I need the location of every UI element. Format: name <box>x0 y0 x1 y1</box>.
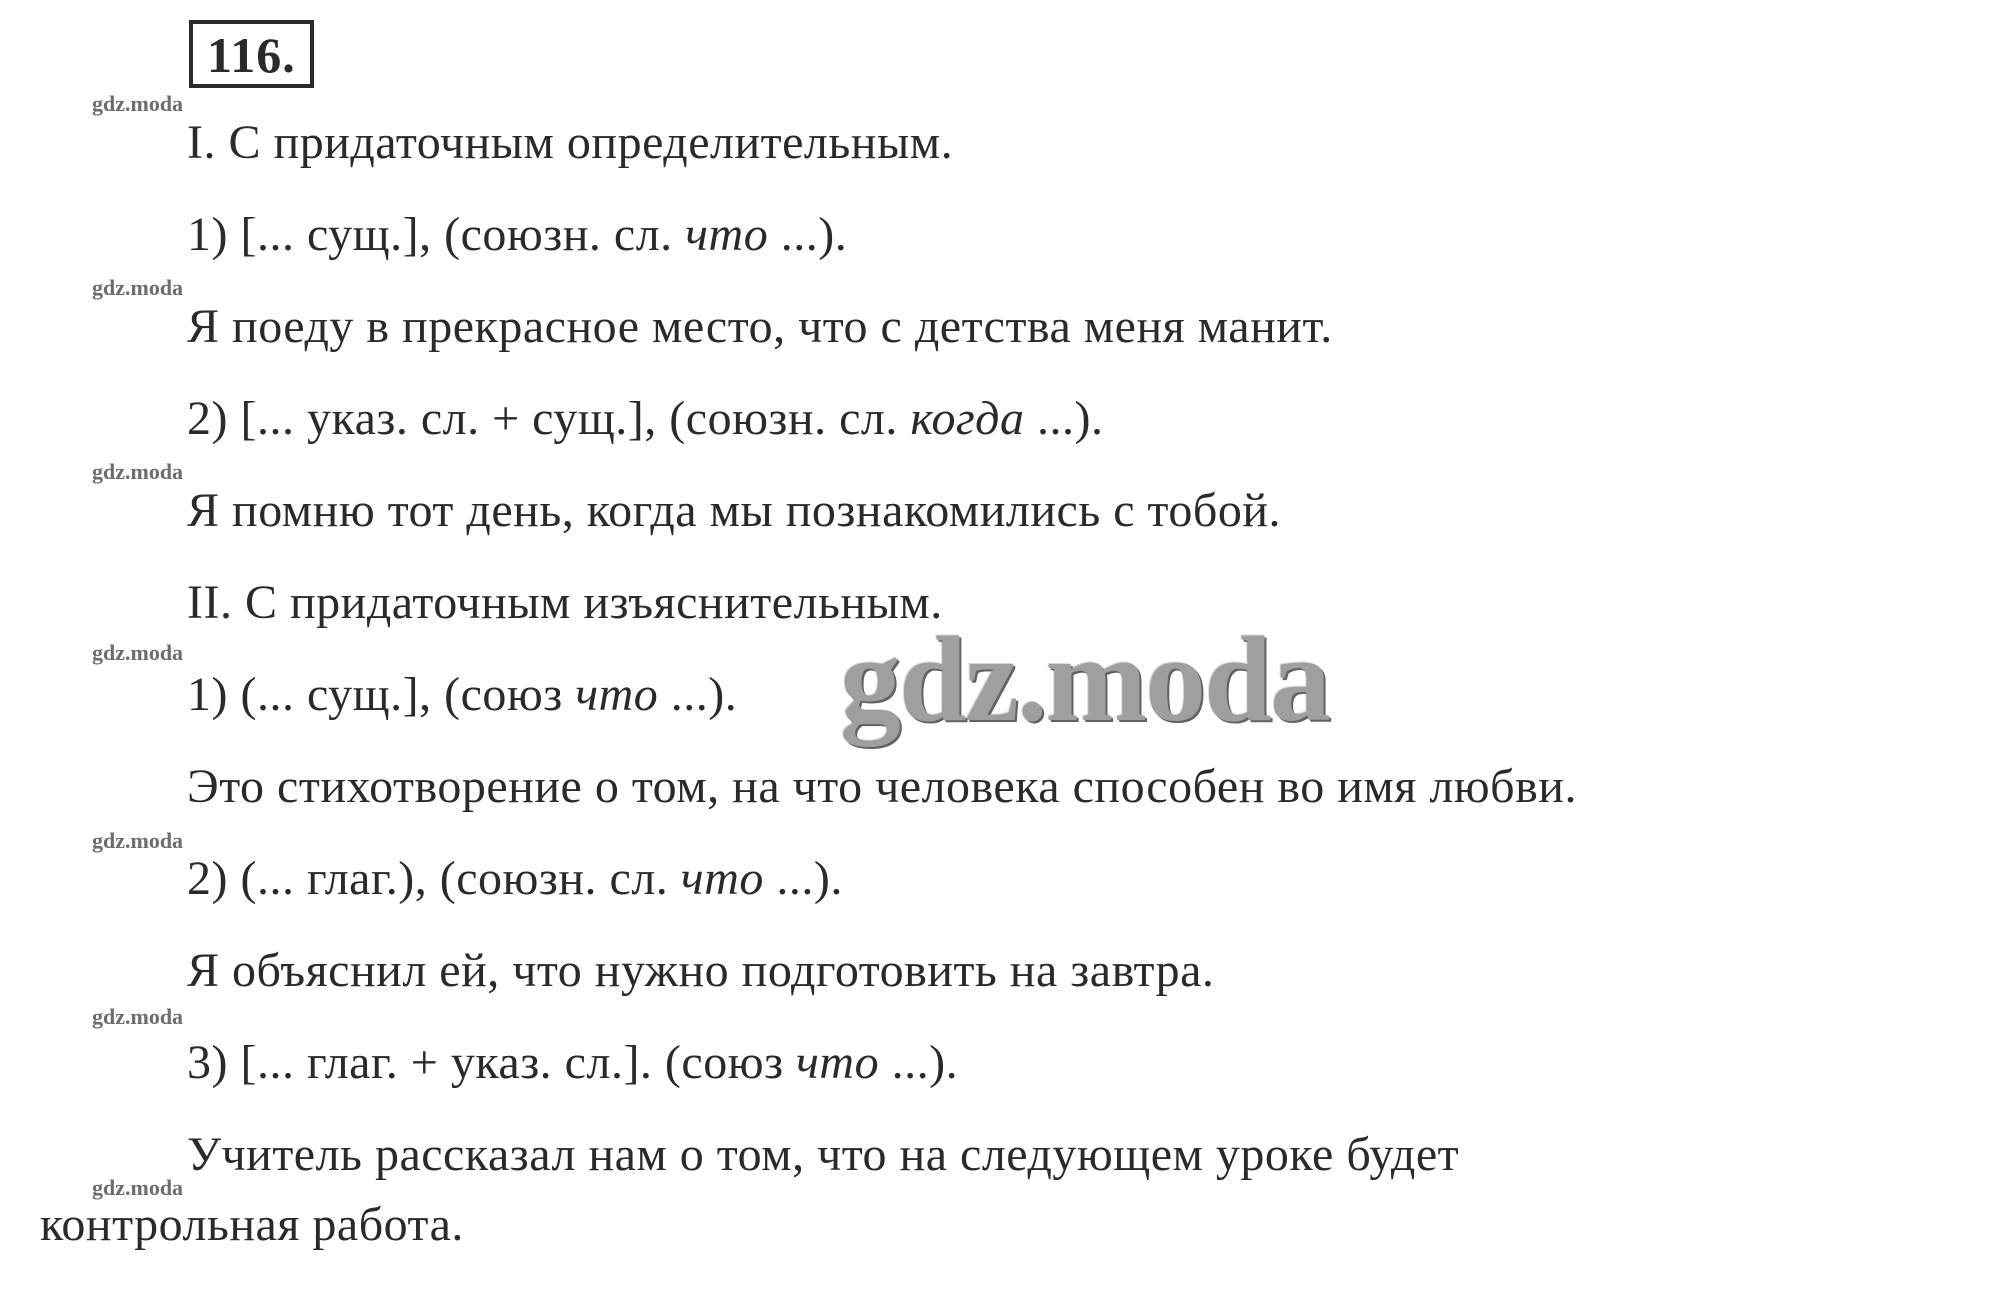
text-segment: ...). <box>768 208 848 261</box>
example-sentence <box>187 1127 1459 1183</box>
text-segment: контрольная работа. <box>40 1198 464 1251</box>
text-segment: Это стихотворение о том, на что человека способен во имя любви. <box>187 760 1577 813</box>
watermark-small: gdz.moda <box>92 640 184 665</box>
italic-conjunction: что <box>685 208 769 261</box>
scheme-line <box>187 1035 958 1091</box>
text-segment: I. С придаточным определительным. <box>187 116 954 169</box>
text-segment: II. С придаточным изъяснительным. <box>187 576 943 629</box>
example-sentence <box>187 483 1281 539</box>
watermark-large: gdz.moda <box>840 612 1329 747</box>
scheme-line <box>187 207 847 263</box>
text-segment: ...). <box>879 1036 959 1089</box>
text-segment: Я объяснил ей, что нужно подготовить на завтра. <box>187 944 1215 997</box>
watermark-small: gdz.moda <box>92 459 184 484</box>
text-segment: Я помню тот день, когда мы познакомились с тобой. <box>187 484 1281 537</box>
italic-conjunction: когда <box>910 392 1025 445</box>
italic-conjunction: что <box>680 852 764 905</box>
text-segment: 2) (... глаг.), (союзн. сл. <box>187 852 681 905</box>
text-segment: 2) [... указ. сл. + сущ.], (союзн. сл. <box>187 392 911 445</box>
scheme-line <box>187 391 1103 447</box>
watermark-small: gdz.moda <box>92 828 184 853</box>
italic-conjunction: что <box>575 668 659 721</box>
watermark-small: gdz.moda <box>92 275 184 300</box>
example-sentence-continuation <box>40 1197 464 1253</box>
watermark-small: gdz.moda <box>92 1004 184 1029</box>
text-segment: Учитель рассказал нам о том, что на следующем уроке будет <box>187 1128 1460 1181</box>
scheme-line <box>187 667 737 723</box>
section-heading-1 <box>187 115 953 171</box>
example-sentence <box>187 943 1214 999</box>
watermark-small: gdz.moda <box>92 91 184 116</box>
example-sentence <box>187 759 1577 815</box>
task-number-box: 116. <box>189 20 314 88</box>
text-segment: 3) [... глаг. + указ. сл.]. (союз <box>187 1036 797 1089</box>
scheme-line <box>187 851 843 907</box>
text-segment: ...). <box>1024 392 1104 445</box>
example-sentence <box>187 299 1333 355</box>
text-segment: 1) (... сущ.], (союз <box>187 668 576 721</box>
text-segment: ...). <box>658 668 738 721</box>
text-segment: Я поеду в прекрасное место, что с детства меня манит. <box>187 300 1333 353</box>
text-segment: 1) [... сущ.], (союзн. сл. <box>187 208 686 261</box>
text-segment: ...). <box>763 852 843 905</box>
section-heading-2 <box>187 575 943 631</box>
italic-conjunction: что <box>796 1036 880 1089</box>
watermark-small: gdz.moda <box>92 1175 184 1200</box>
